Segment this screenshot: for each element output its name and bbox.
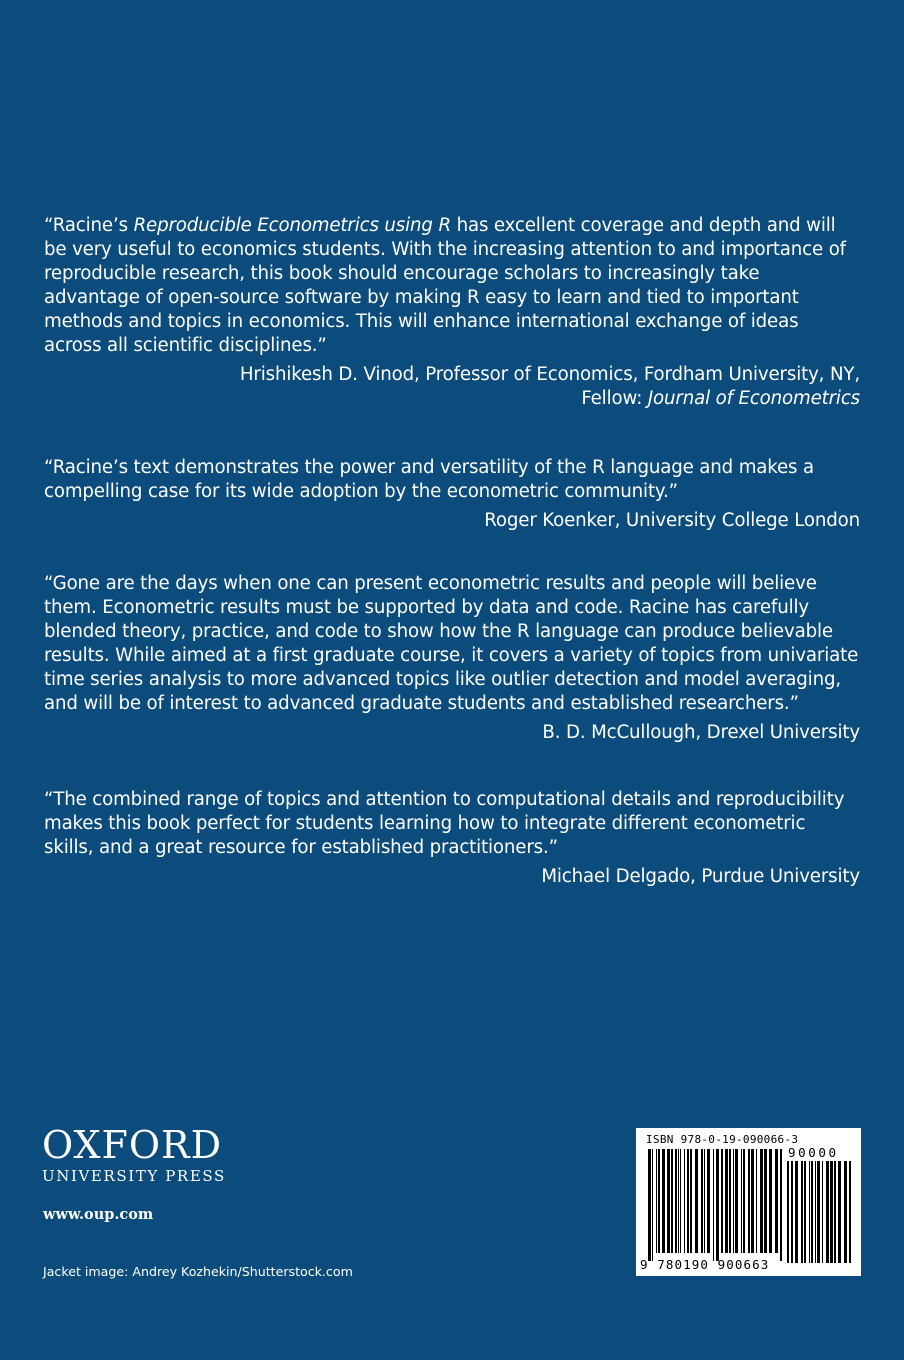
barcode-bar <box>764 1149 767 1253</box>
barcode-bar <box>680 1149 681 1253</box>
barcode-bar <box>809 1161 810 1263</box>
quote-attribution: Roger Koenker, University College London <box>484 510 860 531</box>
barcode-bar <box>760 1149 763 1253</box>
barcode-bar <box>748 1149 750 1253</box>
barcode-bar <box>769 1149 772 1253</box>
oxford-logo <box>42 1123 226 1185</box>
isbn-barcode <box>636 1128 861 1276</box>
barcode-bar <box>741 1149 742 1253</box>
quote-koenker <box>44 456 860 533</box>
quote-mccullough <box>44 572 860 745</box>
barcode-bar <box>713 1149 714 1261</box>
quote-text: “Gone are the days when one can present econometric results and people will believe them. Econometric results must be supported by data and code. Racine has carefully blended theory, practice, and code to show how the R language can produce believable results. While aimed at a first graduate course, it covers a variety of topics from univariate time series analysis to more advanced topics like outlier detection and model averaging, and will be of interest to advanced graduate students and established researchers.” <box>44 573 859 714</box>
quote-attribution: B. D. McCullough, Drexel University <box>542 722 860 743</box>
barcode-bar <box>815 1161 816 1263</box>
barcode-bar <box>826 1161 829 1263</box>
barcode-bar <box>817 1161 820 1263</box>
barcode-bar <box>756 1149 757 1253</box>
publisher-website[interactable]: www.oup.com <box>43 1206 154 1223</box>
barcode-bar <box>656 1149 657 1253</box>
barcode-bar <box>743 1149 745 1253</box>
barcode-bar <box>648 1149 651 1261</box>
barcode-bar <box>721 1149 723 1253</box>
barcode-bar <box>725 1149 728 1253</box>
barcode-bar <box>704 1149 705 1253</box>
barcode-bar <box>687 1149 689 1253</box>
barcode-bar <box>684 1149 685 1253</box>
ean-barcode-bars <box>648 1149 782 1263</box>
barcode-bar <box>701 1149 703 1253</box>
barcode-bar <box>662 1149 665 1253</box>
quote-attribution: Hrishikesh D. Vinod, Professor of Economics, Fordham University, NY, Fellow: Journal of Econometrics <box>239 364 860 409</box>
quote-attribution: Michael Delgado, Purdue University <box>541 866 860 887</box>
barcode-bar <box>844 1161 847 1263</box>
quote-text: “Racine’s Reproducible Econometrics using R has excellent coverage and depth and will be very useful to economics students. With the increasing attention to and importance of reproducible research, this book should encourage scholars to increasingly take advantage of open-source software by making R easy to learn and tied to important methods and topics in economics. This will enhance international exchange of ideas across all scientific disciplines.” <box>44 215 846 356</box>
barcode-bar <box>822 1161 823 1263</box>
barcode-bar <box>658 1149 660 1253</box>
barcode-bar <box>733 1149 734 1253</box>
barcode-bar <box>801 1161 803 1263</box>
addon-digits: 90000 <box>788 1145 839 1160</box>
barcode-bar <box>652 1149 653 1261</box>
barcode-bar <box>729 1149 731 1253</box>
barcode-bar <box>716 1149 719 1261</box>
publisher-subname: UNIVERSITY PRESS <box>42 1167 226 1185</box>
quote-delgado <box>44 788 860 889</box>
barcode-bar <box>671 1149 673 1253</box>
barcode-bar <box>834 1161 836 1263</box>
barcode-bar <box>695 1149 698 1253</box>
barcode-bar <box>849 1161 851 1263</box>
barcode-bar <box>690 1149 692 1253</box>
barcode-bar <box>675 1149 677 1253</box>
barcode-bar <box>791 1161 793 1263</box>
barcode-bar <box>678 1149 679 1253</box>
quote-text: “Racine’s text demonstrates the power and versatility of the R language and makes a compelling case for its wide adoption by the econometric community.” <box>44 457 814 502</box>
barcode-bar <box>804 1161 806 1263</box>
barcode-bar <box>735 1149 738 1253</box>
barcode-bar <box>775 1149 778 1253</box>
publisher-name: OXFORD <box>42 1123 223 1167</box>
barcode-bar <box>811 1161 813 1263</box>
barcode-bar <box>751 1149 754 1253</box>
barcode-bar <box>795 1161 798 1263</box>
jacket-image-credit: Jacket image: Andrey Kozhekin/Shutterstock.com <box>43 1264 353 1279</box>
barcode-bar <box>838 1161 841 1263</box>
quote-vinod <box>44 214 860 411</box>
barcode-bar <box>780 1149 782 1261</box>
quote-text: “The combined range of topics and attention to computational details and reproducibility makes this book perfect for students learning how to integrate different econometric skills, and a great resource for established practitioners.” <box>44 789 845 858</box>
addon-barcode-bars <box>787 1161 851 1263</box>
ean-digits: 9 780190 900663 <box>640 1257 770 1272</box>
isbn-label: ISBN 978-0-19-090066-3 <box>646 1133 799 1146</box>
barcode-bar <box>787 1161 789 1263</box>
barcode-bar <box>707 1149 710 1253</box>
barcode-bar <box>667 1149 670 1253</box>
barcode-bar <box>830 1161 833 1263</box>
